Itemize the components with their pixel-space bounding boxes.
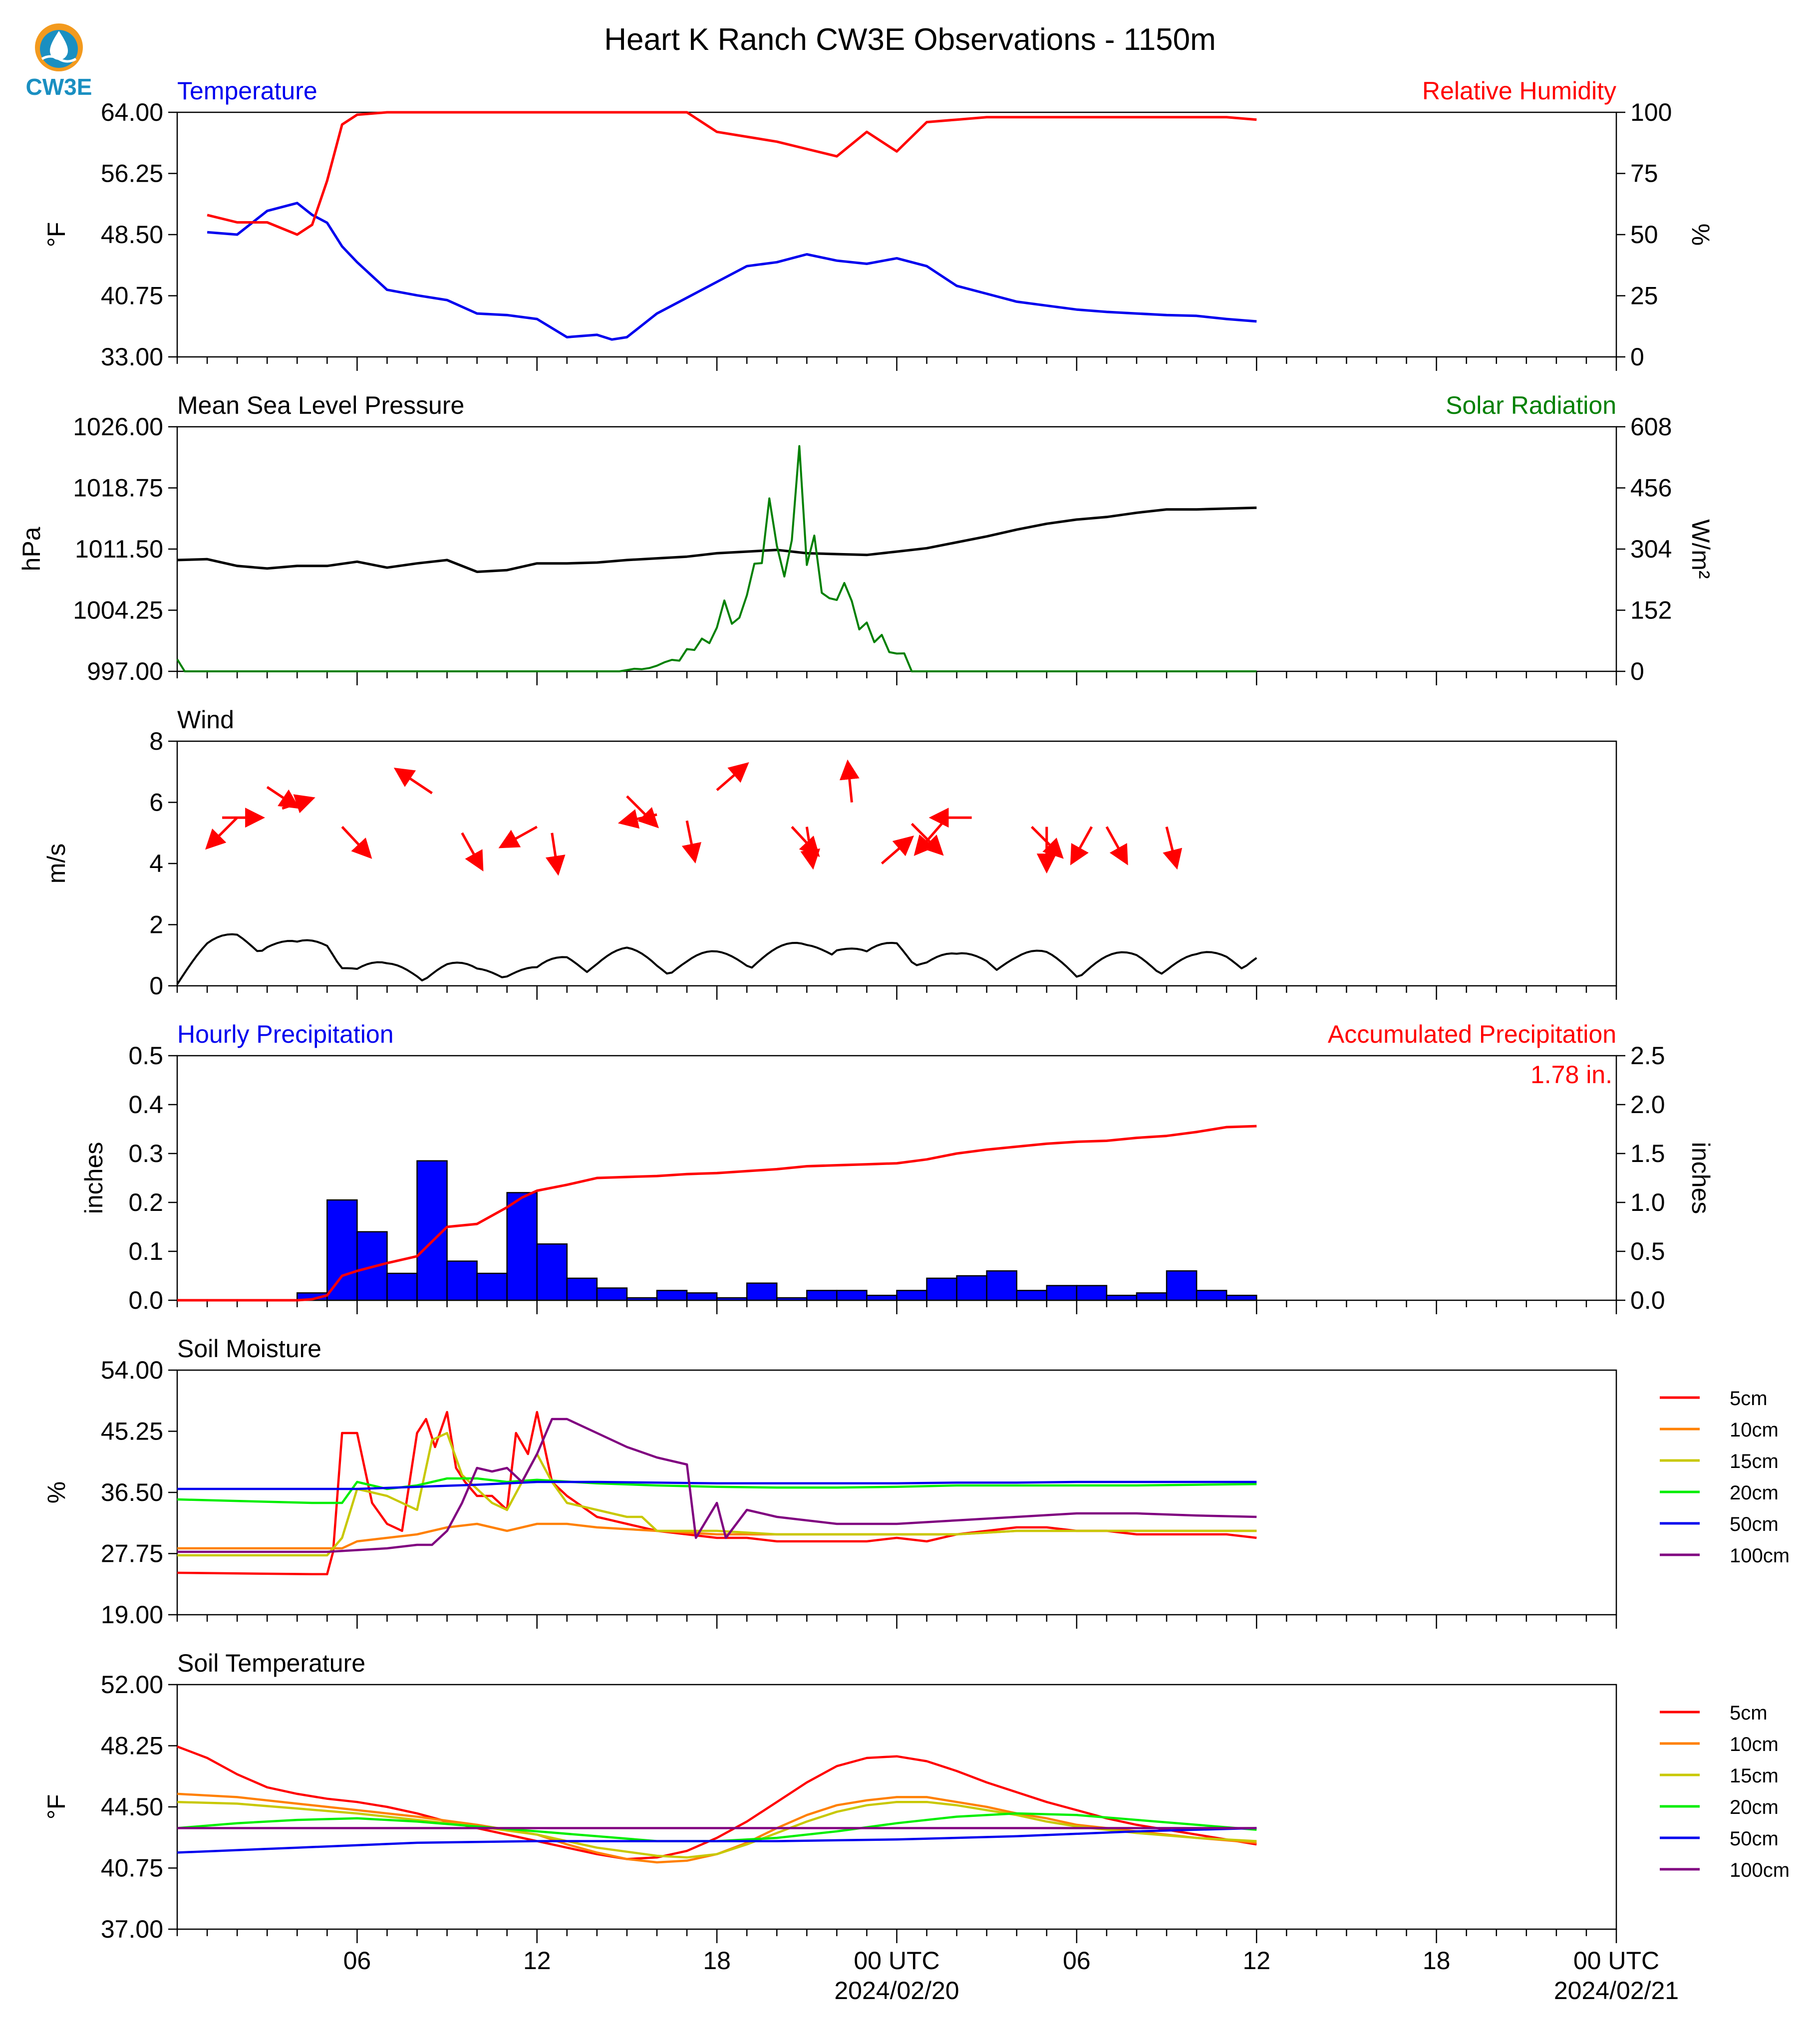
panel-title-right: Relative Humidity: [1422, 77, 1616, 105]
precip-bar: [927, 1278, 957, 1300]
y-tick-label: 1026.00: [73, 413, 163, 441]
y2-axis-label: %: [1687, 223, 1715, 246]
precip-bar: [537, 1244, 567, 1300]
y2-tick-label: 75: [1630, 159, 1658, 188]
y-axis-label: inches: [80, 1142, 108, 1214]
y-tick-label: 1018.75: [73, 474, 163, 502]
y-tick-label: 0.5: [128, 1042, 163, 1070]
y-tick-label: 45.25: [100, 1417, 163, 1446]
y2-tick-label: 0: [1630, 343, 1644, 371]
legend-label: 50cm: [1730, 1513, 1779, 1535]
y2-tick-label: 2.5: [1630, 1042, 1665, 1070]
precip-bar: [1197, 1290, 1226, 1300]
y-tick-label: 40.75: [100, 1854, 163, 1882]
precip-bar: [387, 1273, 417, 1300]
precip-bar: [597, 1288, 627, 1301]
precip-bar: [897, 1290, 927, 1300]
y-tick-label: 0.4: [128, 1091, 163, 1119]
y-tick-label: 54.00: [100, 1356, 163, 1384]
y2-tick-label: 1.5: [1630, 1140, 1665, 1167]
y2-tick-label: 456: [1630, 474, 1672, 502]
precip-bar: [1167, 1271, 1197, 1300]
y-tick-label: 1004.25: [73, 596, 163, 624]
legend-label: 10cm: [1730, 1419, 1779, 1441]
legend-label: 5cm: [1730, 1388, 1768, 1410]
logo-text: CW3E: [25, 74, 92, 100]
panel-title-left: Soil Moisture: [177, 1335, 321, 1363]
y2-tick-label: 50: [1630, 221, 1658, 249]
precip-bar: [867, 1295, 897, 1300]
precip-bar: [957, 1276, 987, 1300]
y2-axis-label: inches: [1687, 1142, 1715, 1214]
precip-bar: [1047, 1286, 1077, 1300]
y2-tick-label: 100: [1630, 98, 1672, 126]
precip-bar: [327, 1200, 357, 1300]
panel-title-left: Temperature: [177, 77, 317, 105]
x-tick-label: 12: [1242, 1947, 1271, 1975]
y-tick-label: 0.3: [128, 1140, 163, 1167]
y-tick-label: 997.00: [87, 657, 163, 685]
precip-bar: [1017, 1290, 1047, 1300]
precip-bar: [507, 1192, 537, 1300]
legend-label: 5cm: [1730, 1702, 1768, 1724]
y2-tick-label: 304: [1630, 535, 1672, 563]
y-tick-label: 44.50: [100, 1793, 163, 1821]
precip-bar: [687, 1293, 717, 1300]
y-tick-label: 52.00: [100, 1671, 163, 1699]
precip-bar: [477, 1273, 507, 1300]
y-tick-label: 0.0: [128, 1286, 163, 1314]
panel-title-right: Accumulated Precipitation: [1327, 1020, 1616, 1048]
y-tick-label: 27.75: [100, 1539, 163, 1568]
y2-tick-label: 0.0: [1630, 1286, 1665, 1314]
y-tick-label: 40.75: [100, 282, 163, 310]
y-axis-label: hPa: [17, 527, 45, 572]
x-tick-label: 00 UTC: [854, 1947, 940, 1975]
x-tick-label: 00 UTC: [1573, 1947, 1660, 1975]
legend-label: 20cm: [1730, 1796, 1779, 1818]
precip-bar: [1137, 1293, 1167, 1300]
accumulated-total-label: 1.78 in.: [1530, 1061, 1612, 1089]
y-tick-label: 0: [149, 972, 163, 1000]
y-tick-label: 19.00: [100, 1601, 163, 1629]
page-title: Heart K Ranch CW3E Observations - 1150m: [604, 22, 1216, 57]
y-tick-label: 2: [149, 910, 163, 939]
panel-title-left: Soil Temperature: [177, 1649, 366, 1677]
y-tick-label: 1011.50: [74, 535, 163, 563]
y-tick-label: 48.25: [100, 1732, 163, 1760]
legend-label: 50cm: [1730, 1828, 1779, 1850]
precip-bar: [717, 1298, 747, 1300]
y-tick-label: 33.00: [100, 343, 163, 371]
y-axis-label: °F: [42, 1794, 70, 1820]
precip-bar: [1226, 1295, 1256, 1300]
x-tick-label: 18: [1422, 1947, 1451, 1975]
precip-bar: [447, 1261, 477, 1300]
y-tick-label: 36.50: [100, 1478, 163, 1506]
precip-bar: [1077, 1286, 1107, 1300]
x-tick-date-label: 2024/02/21: [1553, 1977, 1679, 2005]
y2-tick-label: 0.5: [1630, 1237, 1665, 1265]
legend-label: 15cm: [1730, 1765, 1779, 1787]
legend-label: 10cm: [1730, 1734, 1779, 1755]
y-tick-label: 6: [149, 788, 163, 817]
panel-title-left: Mean Sea Level Pressure: [177, 391, 465, 419]
y-axis-label: m/s: [42, 843, 70, 884]
panel-title-left: Wind: [177, 706, 234, 734]
precip-bar: [1107, 1295, 1137, 1300]
y-tick-label: 8: [149, 727, 163, 755]
legend-label: 100cm: [1730, 1859, 1790, 1881]
legend-label: 100cm: [1730, 1545, 1790, 1567]
x-tick-date-label: 2024/02/20: [834, 1977, 959, 2005]
precip-bar: [807, 1290, 837, 1300]
legend-label: 15cm: [1730, 1450, 1779, 1472]
x-tick-label: 18: [703, 1947, 731, 1975]
y2-tick-label: 25: [1630, 282, 1658, 310]
x-tick-label: 06: [1063, 1947, 1091, 1975]
y2-tick-label: 2.0: [1630, 1091, 1665, 1119]
legend-label: 20cm: [1730, 1482, 1779, 1504]
y2-axis-label: W/m²: [1687, 519, 1715, 579]
y2-tick-label: 1.0: [1630, 1188, 1665, 1216]
precip-bar: [777, 1298, 807, 1300]
panel-title-left: Hourly Precipitation: [177, 1020, 394, 1048]
y-tick-label: 4: [149, 850, 163, 877]
y2-tick-label: 152: [1630, 596, 1672, 624]
precip-bar: [987, 1271, 1017, 1300]
y-tick-label: 48.50: [100, 221, 163, 249]
precip-bar: [627, 1298, 657, 1300]
precip-bar: [837, 1290, 867, 1300]
y-tick-label: 37.00: [100, 1915, 163, 1943]
precip-bar: [567, 1278, 597, 1300]
y-tick-label: 0.2: [128, 1188, 163, 1216]
y-tick-label: 0.1: [128, 1237, 163, 1265]
y-axis-label: %: [42, 1481, 70, 1504]
y-tick-label: 64.00: [100, 98, 163, 126]
x-tick-label: 12: [523, 1947, 551, 1975]
precip-bar: [747, 1283, 777, 1300]
y2-tick-label: 608: [1630, 413, 1672, 441]
panel-title-right: Solar Radiation: [1446, 391, 1616, 419]
y-tick-label: 56.25: [100, 159, 163, 188]
precip-bar: [657, 1290, 687, 1300]
y-axis-label: °F: [42, 222, 70, 248]
x-tick-label: 06: [343, 1947, 371, 1975]
y2-tick-label: 0: [1630, 657, 1644, 685]
